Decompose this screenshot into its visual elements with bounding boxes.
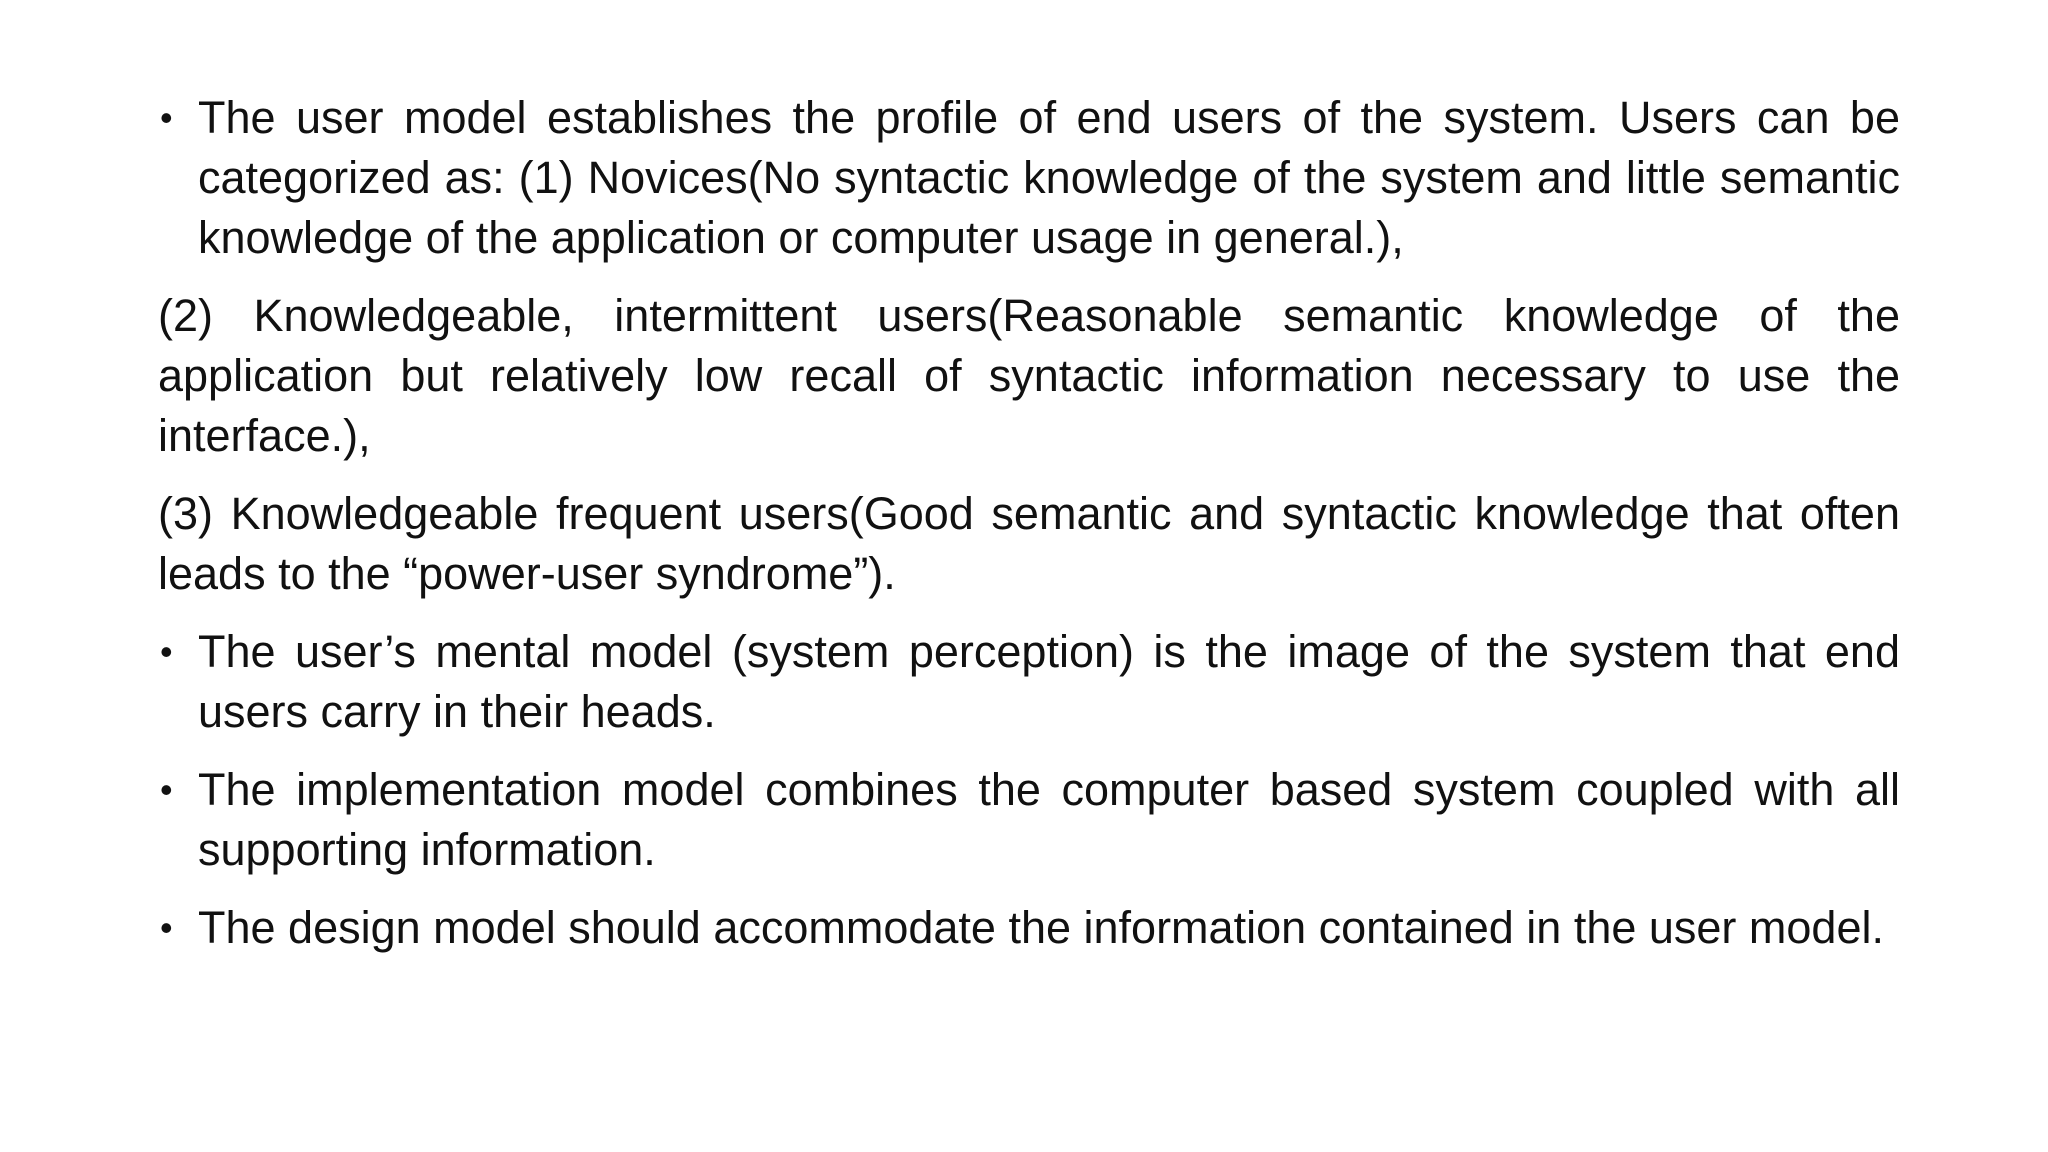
- slide-body: [158, 88, 1900, 976]
- bullet-text: The user’s mental model (system perception) is the image of the system that end users carry in their heads.: [198, 626, 1900, 737]
- bullet-text: The user model establishes the profile of end users of the system. Users can be categorized as: (1) Novices(No syntactic knowledge of the system and little semantic knowledge of the application or computer usage in general.),: [198, 92, 1900, 263]
- paragraph-knowledgeable-intermittent: [158, 286, 1900, 466]
- bullet-text: The design model should accommodate the information contained in the user model.: [198, 902, 1884, 953]
- bullet-design-model: [158, 898, 1900, 958]
- bullet-mental-model: [158, 622, 1900, 742]
- paragraph-text: (2) Knowledgeable, intermittent users(Reasonable semantic knowledge of the application but relatively low recall of syntactic information necessary to use the interface.),: [158, 290, 1900, 461]
- bullet-marker: •: [160, 97, 173, 138]
- bullet-user-model: [158, 88, 1900, 268]
- paragraph-text: (3) Knowledgeable frequent users(Good semantic and syntactic knowledge that often leads to the “power-user syndrome”).: [158, 488, 1900, 599]
- bullet-implementation-model: [158, 760, 1900, 880]
- bullet-text: The implementation model combines the computer based system coupled with all supporting information.: [198, 764, 1900, 875]
- bullet-marker: •: [160, 631, 173, 672]
- paragraph-knowledgeable-frequent: [158, 484, 1900, 604]
- bullet-marker: •: [160, 769, 173, 810]
- bullet-marker: •: [160, 907, 173, 948]
